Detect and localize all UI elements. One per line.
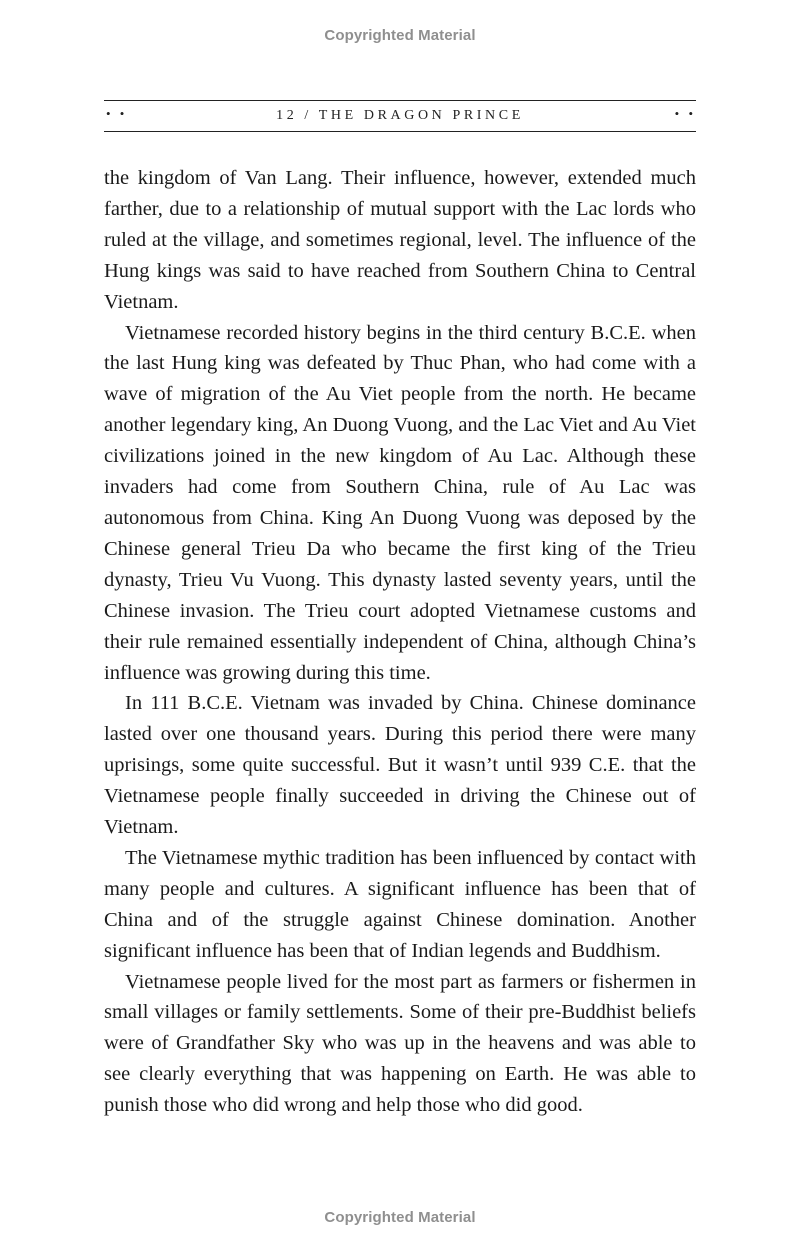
running-head xyxy=(104,100,696,132)
paragraph-1: the kingdom of Van Lang. Their influence, however, extended much farther, due to a relationship of mutual support with the Lac lords who ruled at the village, and sometimes regional, level. The influence of the Hung kings was said to have reached from Southern China to Central Vietnam. xyxy=(104,167,696,313)
copyright-watermark-top: Copyrighted Material xyxy=(324,27,476,44)
body-text xyxy=(104,163,696,1121)
copyright-watermark-bottom: Copyrighted Material xyxy=(324,1209,476,1226)
running-head-title: 12 / THE DRAGON PRINCE xyxy=(276,108,524,123)
paragraph-4: The Vietnamese mythic tradition has been influenced by contact with many people and cultures. A significant influence has been that of China and of the struggle against Chinese domination. Another significant influence has been that of Indian legends and Buddhism. xyxy=(104,846,696,962)
paragraph-2: Vietnamese recorded history begins in the third century B.C.E. when the last Hung king was defeated by Thuc Phan, who had come with a wave of migration of the Au Viet people from the north. He became another legendary king, An Duong Vuong, and the Lac Viet and Au Viet civilizations joined in the new kingdom of Au Lac. Although these invaders had come from Southern China, rule of Au Lac was autonomous from China. King An Duong Vuong was deposed by the Chinese general Trieu Da who became the first king of the Trieu dynasty, Trieu Vu Vuong. This dynasty lasted seventy years, until the Chinese invasion. The Trieu court adopted Vietnamese customs and their rule remained essentially independent of China, although China’s influence was growing during this time. xyxy=(104,321,696,684)
ornament-dots-right: • • xyxy=(674,106,696,121)
ornament-dots-left: • • xyxy=(106,106,128,121)
paragraph-5: Vietnamese people lived for the most part as farmers or fishermen in small villages or family settlements. Some of their pre-Buddhist beliefs were of Grandfather Sky who was up in the heavens and was able to see clearly everything that was happening on Earth. He was able to punish those who did wrong and help those who did good. xyxy=(104,970,696,1117)
paragraph-3: In 111 B.C.E. Vietnam was invaded by China. Chinese dominance lasted over one thousand years. During this period there were many uprisings, some quite successful. But it wasn’t until 939 C.E. that the Vietnamese people finally succeeded in driving the Chinese out of Vietnam. xyxy=(104,692,696,839)
